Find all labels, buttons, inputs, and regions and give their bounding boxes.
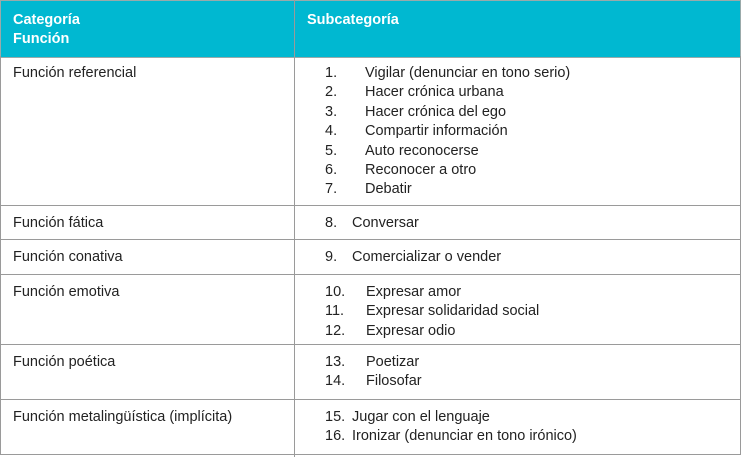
item-text: Debatir <box>365 181 412 198</box>
item-text: Comercializar o vender <box>352 249 502 265</box>
item-number: 7. <box>325 181 338 198</box>
item-text: Hacer crónica urbana <box>365 84 504 101</box>
header-category-label: Categoría <box>13 12 80 28</box>
item-text: Reconocer a otro <box>365 161 477 178</box>
item-text: Compartir información <box>365 123 508 140</box>
header-function-label: Función <box>13 31 70 47</box>
item-number: 5. <box>325 142 338 159</box>
item-number: 1. <box>325 65 338 81</box>
item-text: Auto reconocerse <box>365 142 479 159</box>
category-cell: Función metalingüística (implícita) <box>13 409 233 425</box>
item-text: Expresar solidaridad social <box>366 303 540 320</box>
table-row <box>0 400 741 455</box>
item-text: Conversar <box>352 215 419 231</box>
item-number: 6. <box>325 161 338 178</box>
table-row <box>0 345 741 400</box>
item-number: 15. <box>325 409 346 425</box>
item-text: Expresar amor <box>366 284 462 300</box>
category-cell: Función poética <box>13 354 116 370</box>
item-number: 8. <box>325 215 338 231</box>
item-number: 4. <box>325 123 338 140</box>
item-text: Expresar odio <box>366 322 456 339</box>
item-text: Ironizar (denunciar en tono irónico) <box>352 428 577 445</box>
item-number: 12. <box>325 322 346 339</box>
table-row <box>0 56 741 206</box>
item-text: Hacer crónica del ego <box>365 103 507 120</box>
item-number: 14. <box>325 373 346 390</box>
table-row <box>0 240 741 275</box>
item-number: 11. <box>325 303 345 320</box>
category-cell: Función emotiva <box>13 284 120 300</box>
item-text: Filosofar <box>366 373 422 390</box>
column-divider <box>294 0 295 457</box>
category-cell: Función referencial <box>13 65 137 81</box>
category-cell: Función conativa <box>13 249 123 265</box>
item-number: 9. <box>325 249 338 265</box>
category-cell: Función fática <box>13 215 104 231</box>
item-text: Jugar con el lenguaje <box>352 409 490 425</box>
item-text: Poetizar <box>366 354 420 370</box>
header-category <box>13 11 80 49</box>
item-text: Vigilar (denunciar en tono serio) <box>365 65 571 81</box>
table-row <box>0 275 741 345</box>
item-number: 3. <box>325 103 338 120</box>
table-row <box>0 206 741 240</box>
header-subcategory: Subcategoría <box>307 12 399 28</box>
item-number: 13. <box>325 354 346 370</box>
item-number: 2. <box>325 84 338 101</box>
table-header <box>0 0 741 58</box>
item-number: 10. <box>325 284 346 300</box>
item-number: 16. <box>325 428 346 445</box>
